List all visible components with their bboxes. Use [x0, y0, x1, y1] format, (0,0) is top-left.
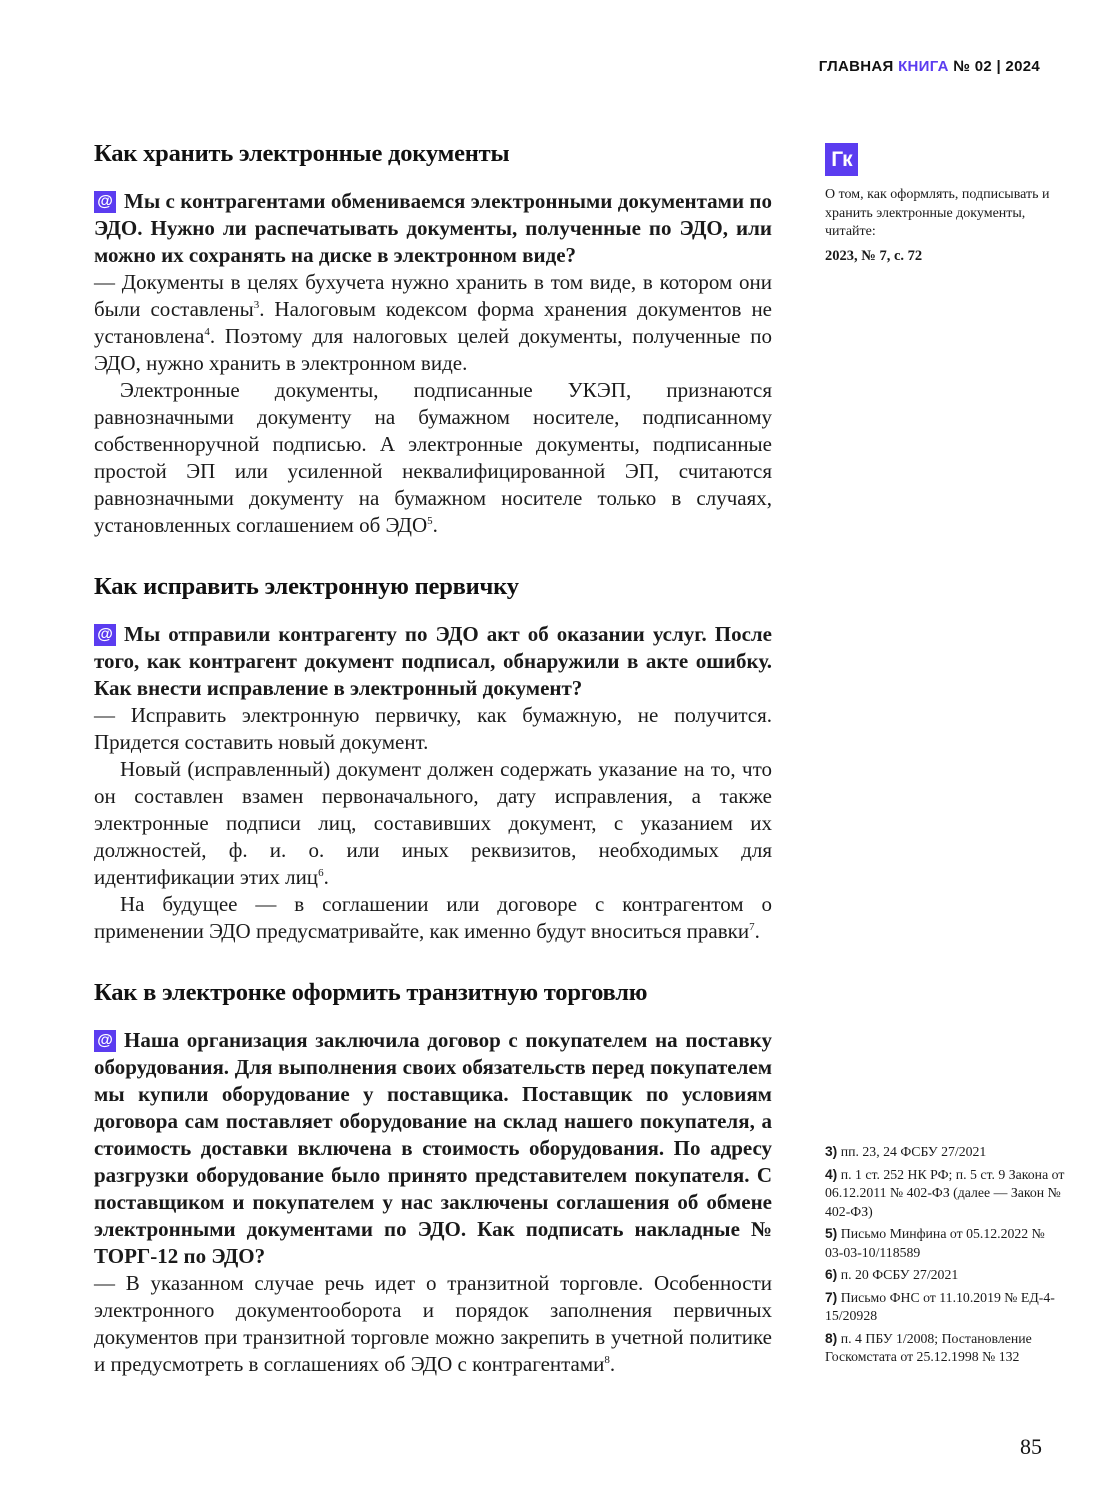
footnote-text: п. 4 ПБУ 1/2008; Постановление Госкомстата от 25.12.1998 № 132: [825, 1330, 1032, 1364]
gk-logo-icon: Гк: [825, 143, 858, 176]
footnote-number: 6): [825, 1267, 838, 1282]
section-title: Как хранить электронные документы: [94, 140, 510, 167]
paragraph-text: На будущее — в соглашении или договоре с контрагентом о применении ЭДО предусматривайте, как именно будут вноситься правки: [94, 892, 772, 943]
question: [94, 621, 772, 702]
page-number: 85: [1020, 1434, 1042, 1459]
question-text: Наша организация заключила договор с покупателем на поставку оборудования. Для выполнения своих обязательств перед покупателем мы купили оборудование у поставщика. Поставщик по условиям договора сам поставляет оборудование на склад нашего покупателя, а стоимость доставки включена в стоимость оборудования. По адресу разгрузки оборудование было принято представителем покупателя. С поставщиком и покупателем у нас заключены соглашения об обмене электронными документами по ЭДО. Как подписать накладные № ТОРГ-12 по ЭДО?: [94, 1028, 772, 1268]
sidebar-reference: [825, 143, 1060, 265]
footnote: [825, 1166, 1065, 1222]
footnote: [825, 1289, 1065, 1326]
footnote: [825, 1330, 1065, 1367]
footnote-text: п. 20 ФСБУ 27/2021: [840, 1267, 959, 1282]
footnote-ref: 8: [604, 1354, 610, 1366]
footnote-text: пп. 23, 24 ФСБУ 27/2021: [840, 1144, 987, 1159]
section-transit-trade: [94, 975, 772, 1378]
paragraph: [94, 377, 772, 539]
at-question-icon: @: [94, 1030, 116, 1052]
paragraph: [94, 891, 772, 945]
footnote-number: 7): [825, 1289, 838, 1305]
footnote-text: Письмо ФНС от 11.10.2019 № ЕД-4-15/20928: [825, 1289, 1055, 1323]
answer: — Исправить электронную первичку, как бумажную, не получится. Придется составить новый документ.: [94, 703, 772, 754]
question: [94, 1027, 772, 1270]
sidebar-note: О том, как оформлять, подписывать и хранить электронные документы, читайте:: [825, 187, 1050, 239]
answer-text: . Поэтому для налоговых целей документы, полученные по ЭДО, нужно хранить в электронном виде.: [94, 324, 772, 375]
footnotes: [825, 1143, 1065, 1371]
footnote-number: 5): [825, 1226, 838, 1241]
section-title: Как исправить электронную первичку: [94, 573, 519, 600]
section-fix-primary: [94, 569, 772, 945]
footnote-text: п. 1 ст. 252 НК РФ; п. 5 ст. 9 Закона от 06.12.2011 № 402-ФЗ (далее — Закон № 402-ФЗ): [825, 1166, 1065, 1219]
footnote-text: Письмо Минфина от 05.12.2022 № 03-03-10/118589: [825, 1226, 1045, 1260]
footnote-number: 3): [825, 1144, 838, 1159]
paragraph-tail: .: [323, 865, 329, 889]
sidebar-reference-link[interactable]: 2023, № 7, с. 72: [825, 247, 923, 264]
footnote-ref: 5: [427, 515, 433, 527]
answer: [94, 1270, 772, 1378]
footnote-ref: 3: [253, 299, 260, 311]
section-title: Как в электронке оформить транзитную торговлю: [94, 979, 648, 1006]
footnote-ref: 4: [204, 326, 210, 338]
paragraph-text: Электронные документы, подписанные УКЭП, признаются равнозначными документу на бумажном носителе, подписанному собственноручной подписью. А электронные документы, подписанные простой ЭП или усиленной неквалифицированной ЭП, считаются равнозначными документу на бумажном носителе только в случаях, установленных соглашением об ЭДО: [94, 378, 772, 537]
issue-number: № 02 | 2024: [953, 58, 1040, 75]
paragraph-tail: .: [432, 513, 438, 537]
question-text: Мы с контрагентами обмениваемся электронными документами по ЭДО. Нужно ли распечатывать документы, полученные по ЭДО, или можно их сохранять на диске в электронном виде?: [94, 189, 772, 267]
paragraph-tail: .: [754, 919, 760, 943]
at-question-icon: @: [94, 191, 116, 213]
main-column: [94, 136, 772, 1402]
footnote-number: 4): [825, 1166, 838, 1182]
answer-text: . Налоговым кодексом форма хранения документов не установлена: [94, 297, 772, 348]
footnote: [825, 1143, 1065, 1162]
footnote-number: 8): [825, 1330, 838, 1346]
footnote-ref: 6: [318, 867, 324, 879]
masthead: [819, 58, 1040, 75]
question: [94, 188, 772, 269]
footnote: [825, 1225, 1065, 1262]
question-text: Мы отправили контрагенту по ЭДО акт об оказании услуг. После того, как контрагент документ подписал, обнаружили в акте ошибку. Как внести исправление в электронный документ?: [94, 622, 772, 700]
paragraph-text: Новый (исправленный) документ должен содержать указание на то, что он составлен взамен первоначального, дату исправления, а также электронные подписи лиц, составивших документ, с указанием их должностей, ф. и. о. или иных реквизитов, необходимых для идентификации этих лиц: [94, 757, 772, 889]
brand-part1: ГЛАВНАЯ: [818, 58, 894, 75]
brand-part2: КНИГА: [898, 58, 949, 75]
footnote: [825, 1266, 1065, 1285]
at-question-icon: @: [94, 624, 116, 646]
answer-text: — В указанном случае речь идет о транзитной торговле. Особенности электронного документооборота и порядок заполнения первичных документов при транзитной торговле можно закрепить в учетной политике и предусмотреть в соглашениях об ЭДО с контрагентами: [94, 1271, 772, 1376]
section-store-documents: [94, 136, 772, 539]
answer-text: — Документы в целях бухучета нужно хранить в том виде, в котором они были составлены: [94, 270, 772, 321]
answer-tail: .: [609, 1352, 616, 1376]
answer: [94, 269, 772, 377]
footnote-ref: 7: [749, 921, 755, 933]
paragraph: [94, 756, 772, 891]
